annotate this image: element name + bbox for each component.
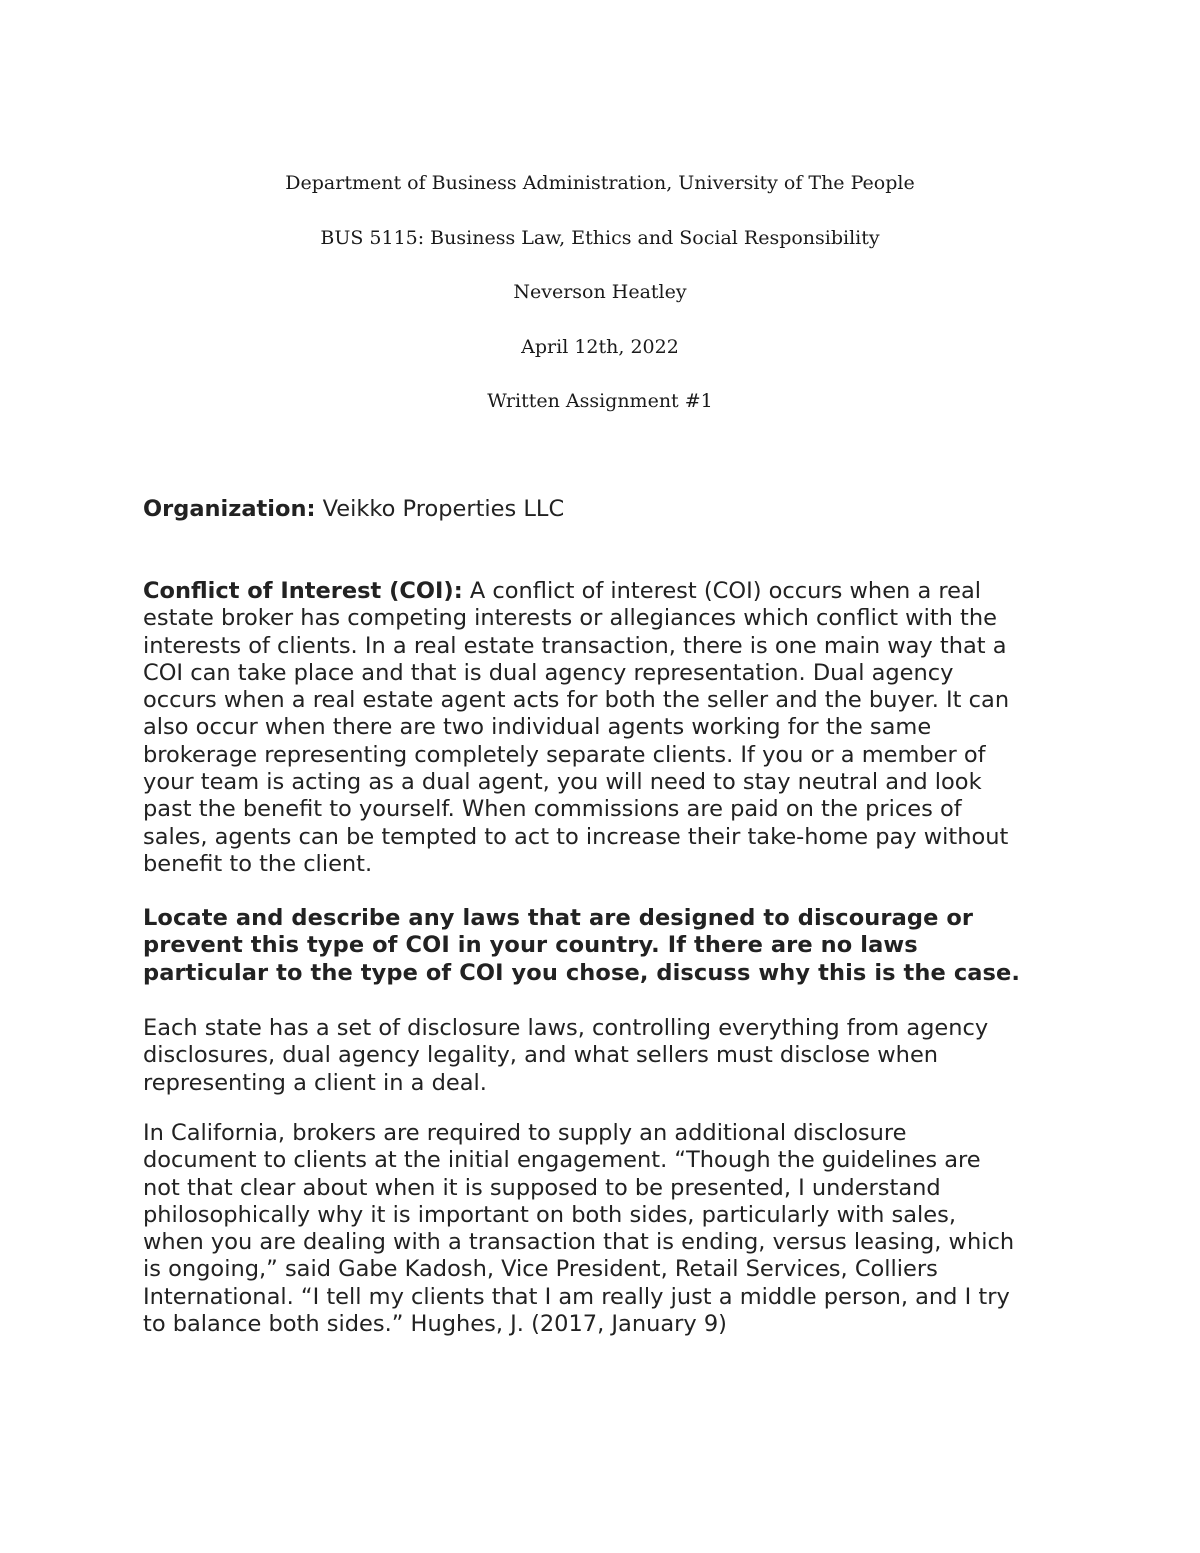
disclosure-paragraph	[143, 1015, 1063, 1097]
author-line: Neverson Heatley	[513, 281, 687, 303]
coi-line: occurs when a real estate agent acts for both the seller and the buyer. It can	[143, 687, 1010, 714]
paragraph-line: In California, brokers are required to supply an additional disclosure	[143, 1120, 907, 1146]
paragraph-line: International. “I tell my clients that I am really just a middle person, and I try	[143, 1283, 1010, 1310]
coi-line: sales, agents can be tempted to act to increase their take-home pay without	[143, 823, 1009, 850]
question-line: particular to the type of COI you chose, discuss why this is the case.	[143, 959, 1021, 986]
question-line: prevent this type of COI in your country. If there are no laws	[143, 932, 918, 959]
paragraph-line: not that clear about when it is supposed to be presented, I understand	[143, 1174, 941, 1201]
course-line: BUS 5115: Business Law, Ethics and Social Responsibility	[320, 226, 880, 249]
paragraph-line: Each state has a set of disclosure laws, controlling everything from agency	[143, 1015, 989, 1041]
california-paragraph	[143, 1120, 1063, 1338]
coi-line: also occur when there are two individual agents working for the same	[143, 714, 932, 741]
paragraph-line: when you are dealing with a transaction that is ending, versus leasing, which	[143, 1229, 1015, 1256]
paragraph-line: is ongoing,” said Gabe Kadosh, Vice President, Retail Services, Colliers	[143, 1256, 938, 1283]
organization-line	[143, 496, 1063, 523]
coi-line: interests of clients. In a real estate transaction, there is one main way that a	[143, 632, 1007, 659]
paragraph-line: to balance both sides.” Hughes, J. (2017, January 9)	[143, 1311, 727, 1338]
paragraph-line: philosophically why it is important on both sides, particularly with sales,	[143, 1201, 956, 1228]
paragraph-line: document to clients at the initial engagement. “Though the guidelines are	[143, 1147, 981, 1174]
coi-line: estate broker has competing interests or allegiances which conflict with the	[143, 605, 997, 632]
paragraph-line: representing a client in a deal.	[143, 1069, 487, 1096]
title-block	[0, 168, 1200, 441]
coi-line: brokerage representing completely separate clients. If you or a member of	[143, 741, 986, 768]
coi-paragraph	[143, 578, 1063, 878]
coi-line: your team is acting as a dual agent, you will need to stay neutral and look	[143, 769, 982, 796]
coi-line: benefit to the client.	[143, 850, 373, 877]
organization-value: Veikko Properties LLC	[315, 496, 565, 522]
coi-label: Conflict of Interest (COI):	[143, 578, 463, 604]
organization-label: Organization:	[143, 496, 316, 522]
paragraph-line: disclosures, dual agency legality, and what sellers must disclose when	[143, 1042, 939, 1069]
assignment-line: Written Assignment #1	[487, 390, 713, 412]
question-line: Locate and describe any laws that are designed to discourage or	[143, 905, 974, 931]
question-heading	[143, 905, 1063, 987]
coi-line: COI can take place and that is dual agency representation. Dual agency	[143, 659, 954, 686]
coi-line: past the benefit to yourself. When commissions are paid on the prices of	[143, 796, 962, 823]
department-line: Department of Business Administration, University of The People	[285, 172, 915, 194]
date-line: April 12th, 2022	[521, 335, 679, 358]
coi-line: A conflict of interest (COI) occurs when a real	[462, 578, 982, 604]
